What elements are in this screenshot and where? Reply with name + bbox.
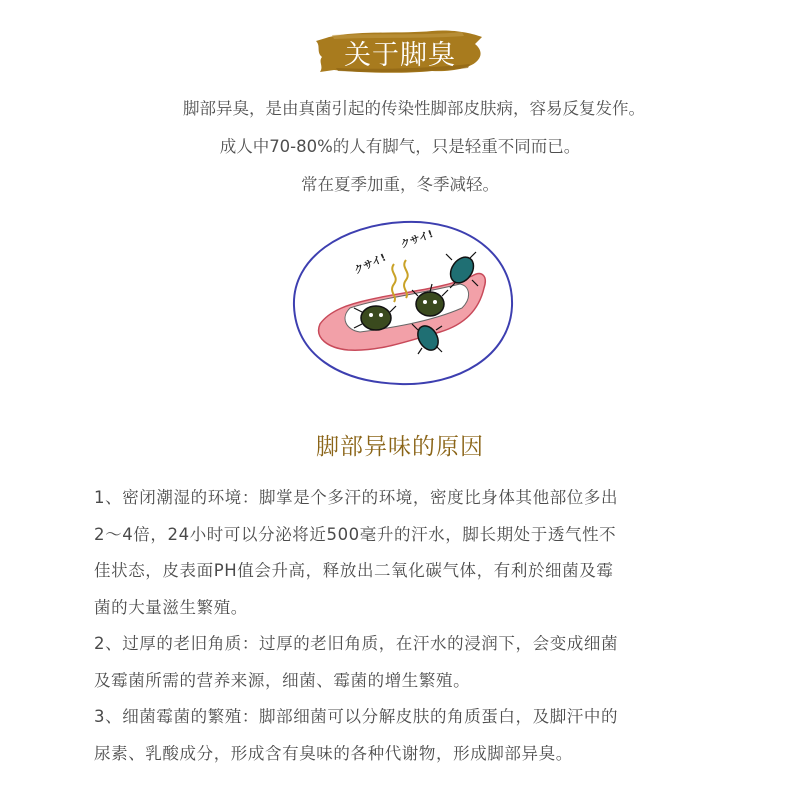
smelly-foot-illustration — [290, 214, 518, 390]
reason-line: 2～4倍，24小时可以分泌将近500毫升的汗水，脚长期处于透气性不 — [94, 524, 617, 544]
caption-kusai: クサイ! — [352, 252, 388, 277]
title-banner — [312, 24, 488, 80]
reason-line: 2、过厚的老旧角质：过厚的老旧角质，在汗水的浸润下，会变成细菌 — [94, 634, 619, 653]
reason-line: 3、细菌霉菌的繁殖：脚部细菌可以分解皮肤的角质蛋白，及脚汗中的 — [94, 707, 619, 726]
reason-line: 及霉菌所需的营养来源，细菌、霉菌的增生繁殖。 — [94, 670, 471, 690]
reason-line: 菌的大量滋生繁殖。 — [94, 597, 248, 617]
section-title: 脚部异味的原因 — [316, 434, 484, 460]
banner-title: 关于脚臭 — [344, 39, 456, 71]
intro-paragraph — [0, 90, 800, 204]
reasons-paragraph — [94, 480, 714, 772]
intro-line: 脚部异臭，是由真菌引起的传染性脚部皮肤病，容易反复发作。 — [183, 99, 645, 118]
reason-line: 佳状态，皮表面PH值会升高，释放出二氧化碳气体，有利於细菌及霉 — [94, 561, 614, 580]
reason-line: 尿素、乳酸成分，形成含有臭味的各种代谢物，形成脚部异臭。 — [94, 743, 573, 763]
reason-line: 1、密闭潮湿的环境：脚掌是个多汗的环境，密度比身体其他部位多出 — [94, 488, 619, 507]
caption-kusai: クサイ! — [399, 228, 435, 251]
intro-line: 常在夏季加重，冬季减轻。 — [301, 175, 499, 194]
intro-line: 成人中70-80%的人有脚气，只是轻重不同而已。 — [219, 137, 581, 156]
